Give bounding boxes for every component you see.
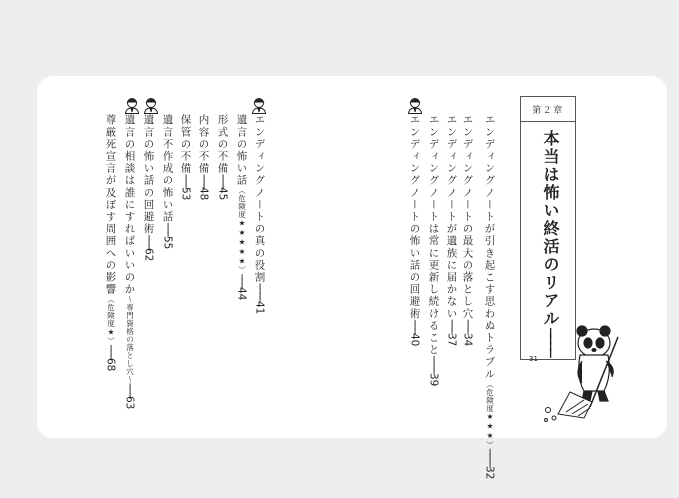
toc-page-number: 48 [197,187,210,201]
leader-dash: ─── [104,345,117,358]
toc-entry [143,114,154,261]
toc-entry [124,114,135,410]
leader-dash: ─── [461,319,474,333]
toc-page-number: 41 [253,300,266,315]
toc-entry [105,114,116,371]
leader-dash: ─── [235,274,248,288]
leader-dash: ──── [483,448,496,466]
leader-dash: ─── [216,174,229,188]
toc-page-number: 63 [123,396,136,410]
toc-entry-title: エンディングノートの真の役割 [253,114,266,284]
chapter-label: 第２章 [521,97,575,122]
risk-level: （危険度★★★） [485,380,495,449]
toc-entry [162,114,173,249]
toc-page-number: 45 [216,187,229,201]
person-icon [407,97,423,114]
toc-entry-title: エンディングノートは常に更新し続けること [427,114,440,356]
toc-entry-title: 尊厳死宣言が及ぼす周囲への影響 [104,114,117,296]
toc-entry-title: 遺言不作成の怖い話 [161,114,174,223]
leader-dash: ──── [253,283,266,301]
toc-page-number: 62 [142,247,155,262]
person-icon [251,97,267,114]
leader-dash: ──── [541,328,560,355]
toc-entry [428,114,439,387]
toc-entry-title: 遺言の怖い話 [235,114,248,187]
toc-page-number: 37 [445,332,458,347]
toc-entry [180,114,191,201]
toc-page-number: 44 [235,287,248,301]
broom-icon [540,388,600,424]
toc-entry [484,114,495,479]
toc-entry [254,114,265,314]
leader-dash: ──── [427,356,440,374]
toc-entry [446,114,457,346]
toc-page-number: 55 [161,235,174,250]
toc-page-number: 32 [483,466,496,480]
risk-level: ～専門資格の落とし穴～ [125,295,135,384]
toc-entry [462,114,473,346]
chapter-title [539,130,562,355]
risk-level: （危険度★） [106,295,116,345]
leader-dash: ─── [408,319,421,333]
risk-level: （危険度★★★★★） [237,186,247,275]
toc-entry [236,114,247,300]
toc-page-number: 40 [408,332,421,347]
toc-entry [409,114,420,346]
toc-entry-title: エンディングノートの最大の落とし穴 [461,114,474,320]
toc-entry-title: エンディングノートが引き起こす思わぬトラブル [483,114,496,381]
toc-page-number: 53 [179,187,192,201]
toc-page-number: 34 [461,332,474,347]
toc-page-number: 68 [104,357,117,372]
leader-dash: ─── [123,383,136,397]
leader-dash: ─── [142,235,155,248]
toc-entry-title: 遺言の相談は誰にすればいいのか [123,114,136,296]
person-icon [143,97,159,114]
leader-dash: ─── [197,174,210,188]
toc-entry-title: 遺言の怖い話の回避術 [142,114,155,235]
leader-dash: ─── [445,319,458,333]
leader-dash: ─── [161,222,174,236]
chapter-title-text: 本当は怖い終活のリアル [541,130,560,328]
chapter-page-number: 31 [529,355,538,363]
toc-entry-title: 形式の不備 [216,114,229,175]
toc-entry-title: 内容の不備 [197,114,210,175]
person-icon [124,97,140,114]
toc-entry-title: エンディングノートの怖い話の回避術 [408,114,421,320]
toc-entry-title: 保管の不備 [179,114,192,175]
toc-entry [217,114,228,201]
toc-entry [198,114,209,201]
toc-entry-title: エンディングノートが遺族に届かない [445,114,458,320]
leader-dash: ─── [179,174,192,188]
toc-page-number: 39 [427,373,440,387]
